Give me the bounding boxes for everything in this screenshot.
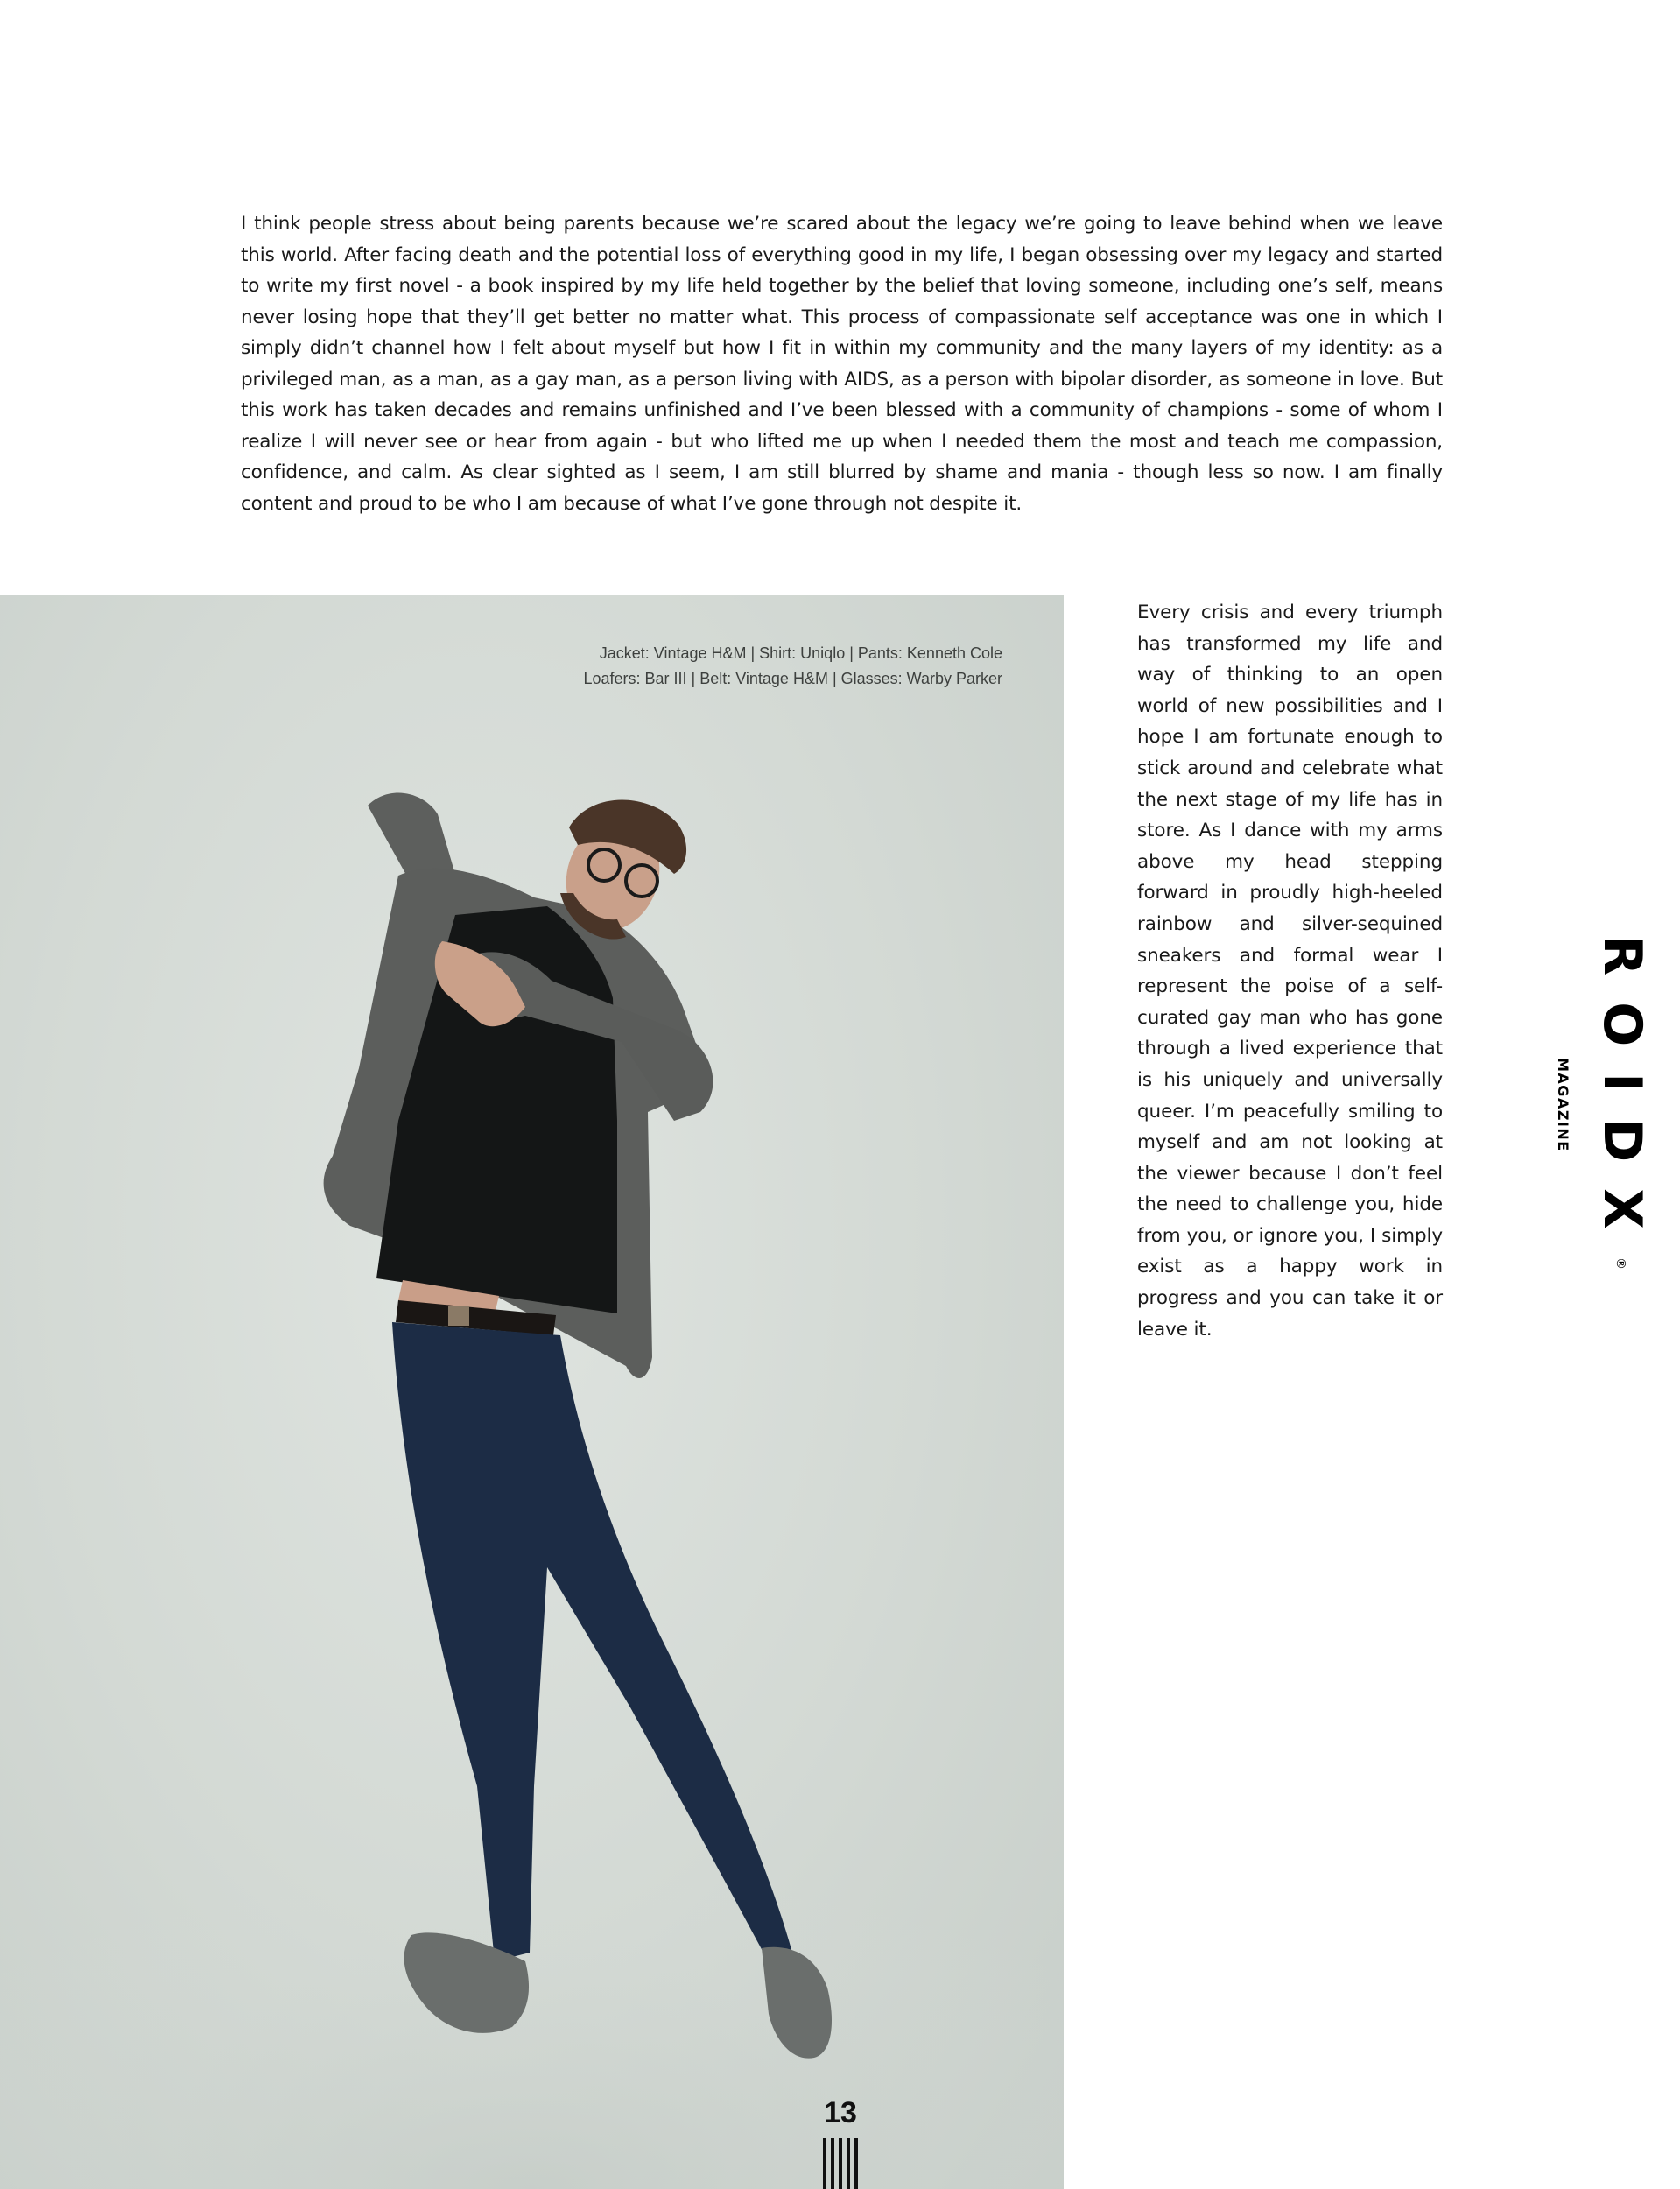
logo-subtitle: MAGAZINE bbox=[1555, 1058, 1571, 1152]
logo-wordmark: ROIDX bbox=[1592, 935, 1653, 1256]
credit-line-accessories: Loafers: Bar III | Belt: Vintage H&M | Glasses: Warby Parker bbox=[583, 670, 1002, 687]
wardrobe-credits bbox=[583, 641, 1002, 692]
magazine-logo bbox=[1554, 935, 1653, 1270]
intro-paragraph: I think people stress about being parents because we’re scared about the legacy we’re going to leave behind when we leave this world. After facing death and the potential loss of everything good in my life, I began obsessing over my legacy and started to write my first novel - a book inspired by my life held together by the belief that loving someone, including one’s self, means never losing hope that they’ll get better no matter what. This process of compassionate self acceptance was one in which I simply didn’t channel how I felt about myself but how I fit in within my community and the many layers of my identity: as a privileged man, as a man, as a gay man, as a person living with AIDS, as a person with bipolar disorder, as someone in love. But this work has taken decades and remains unfinished and I’ve been blessed with a community of champions - some of whom I realize I will never see or hear from again - but who lifted me up when I needed them the most and teach me compassion, confidence, and calm. As clear sighted as I seem, I am still blurred by shame and mania - though less so now. I am finally content and proud to be who I am because of what I’ve gone through not despite it. bbox=[241, 213, 1443, 515]
fashion-photo bbox=[0, 595, 1064, 2189]
page-number: 13 bbox=[824, 2096, 857, 2129]
page-bars-icon bbox=[823, 2138, 858, 2189]
side-paragraph: Every crisis and every triumph has transformed my life and way of thinking to an open world of new possibilities and I hope I am fortunate enough to stick around and celebrate what the next stage of my life has in store. As I dance with my arms above my head stepping forward in proudly high-heeled rainbow and silver-sequined sneakers and formal wear I represent the poise of a self-curated gay man who has gone through a lived experience that is his uniquely and universally queer. I’m peacefully smiling to myself and am not looking at the viewer because I don’t feel the need to challenge you, hide from you, or ignore you, I simply exist as a happy work in progress and you can take it or leave it. bbox=[1137, 602, 1443, 1341]
credit-line-clothing: Jacket: Vintage H&M | Shirt: Uniqlo | Pants: Kenneth Cole bbox=[599, 644, 1002, 662]
model-figure bbox=[0, 595, 1064, 2189]
belt-buckle bbox=[448, 1306, 469, 1326]
logo-registered-mark: ® bbox=[1613, 1257, 1627, 1270]
